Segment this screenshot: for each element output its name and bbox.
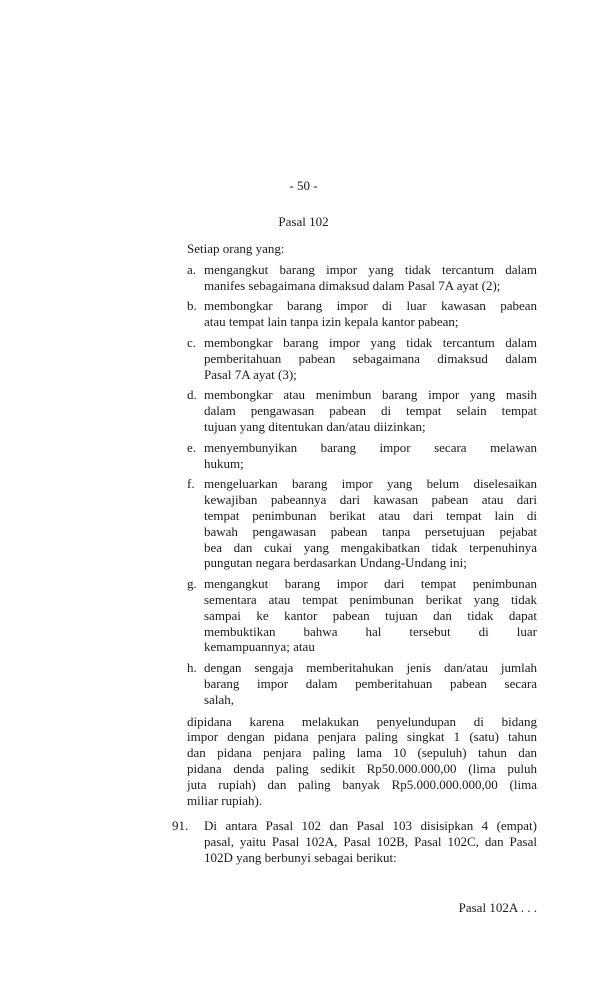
item-text: [204, 298, 537, 330]
item-text: [204, 440, 537, 472]
text-line: membongkar barang impor di luar kawasan pabean: [204, 298, 537, 314]
text-line: tempat penimbunan berikat atau dari tempat lain di: [204, 507, 537, 523]
text-line: Pasal 7A ayat (3);: [204, 366, 297, 382]
text-line: bawah pengawasan pabean tanpa persetujuan pejabat: [204, 523, 537, 539]
text-line: dan pidana penjara paling lama 10 (sepuluh) tahun dan: [187, 745, 537, 761]
text-line: sementara atau tempat penimbunan berikat yang tidak: [204, 591, 537, 607]
article-title: Pasal 102: [278, 214, 329, 229]
item-text: [204, 660, 537, 707]
item-list: [187, 262, 537, 708]
text-line: sampai ke kantor pabean tujuan dan tidak dapat: [204, 607, 537, 623]
text-line: kemampuannya; atau: [204, 639, 315, 655]
text-line: impor dengan pidana penjara paling singkat 1 (satu) tahun: [187, 729, 537, 745]
text-line: 102D yang berbunyi sebagai berikut:: [204, 849, 397, 865]
article-body: [172, 241, 537, 915]
text-line: manifes sebagaimana dimaksud dalam Pasal 7A ayat (2);: [204, 277, 501, 293]
list-item-d: [187, 387, 537, 434]
text-line: barang impor dalam pemberitahuan pabean secara: [204, 675, 537, 691]
text-line: membongkar atau menimbun barang impor yang masih: [204, 387, 537, 403]
list-item-h: [187, 660, 537, 707]
text-line: salah,: [204, 691, 234, 707]
list-item-e: [187, 440, 537, 472]
item-label: h.: [187, 660, 197, 676]
text-line: pasal, yaitu Pasal 102A, Pasal 102B, Pasal 102C, dan Pasal: [204, 834, 537, 850]
item-label: f.: [187, 476, 195, 492]
text-line: dengan sengaja memberitahukan jenis dan/atau jumlah: [204, 660, 537, 676]
item-text: [204, 476, 537, 571]
item-label: g.: [187, 576, 197, 592]
item-label: d.: [187, 387, 197, 403]
list-item-g: [187, 576, 537, 655]
text-line: membuktikan bahwa hal tersebut di luar: [204, 623, 537, 639]
item-label: a.: [187, 261, 197, 277]
text-line: hukum;: [204, 455, 244, 471]
text-line: pungutan negara berdasarkan Undang-Undang ini;: [204, 555, 467, 571]
text-line: dipidana karena melakukan penyelundupan di bidang: [187, 713, 537, 729]
list-item-b: [187, 298, 537, 330]
item-text: [204, 335, 537, 382]
item-label: c.: [187, 334, 197, 350]
item-text: [204, 576, 537, 655]
amendment-point-91: [172, 818, 537, 865]
page-number: - 50 -: [289, 178, 318, 193]
item-label: e.: [187, 439, 197, 455]
text-line: membongkar barang impor yang tidak tercantum dalam: [204, 334, 537, 350]
list-item-a: [187, 262, 537, 294]
text-line: miliar rupiah).: [187, 792, 263, 808]
item-text: [204, 387, 537, 434]
continuation-marker: Pasal 102A . . .: [458, 899, 537, 915]
text-line: mengangkut barang impor dari tempat penimbunan: [204, 576, 537, 592]
text-line: pemberitahuan pabean sebagaimana dimaksud dalam: [204, 350, 537, 366]
text-line: Di antara Pasal 102 dan Pasal 103 disisipkan 4 (empat): [204, 818, 537, 834]
text-line: mengangkut barang impor yang tidak tercantum dalam: [204, 261, 537, 277]
item-label: b.: [187, 298, 197, 314]
text-line: bea dan cukai yang mengakibatkan tidak terpenuhinya: [204, 539, 537, 555]
text-line: kewajiban pabeannya dari kawasan pabean atau dari: [204, 492, 537, 508]
text-line: juta rupiah) dan paling banyak Rp5.000.000.000,00 (lima: [187, 776, 537, 792]
point-text: [204, 818, 537, 865]
intro-text: Setiap orang yang:: [187, 241, 285, 256]
text-line: dalam pengawasan pabean di tempat selain tempat: [204, 403, 537, 419]
list-item-f: [187, 476, 537, 571]
text-line: mengeluarkan barang impor yang belum diselesaikan: [204, 476, 537, 492]
item-text: [204, 262, 537, 294]
text-line: tujuan yang ditentukan dan/atau diizinkan;: [204, 418, 426, 434]
list-item-c: [187, 335, 537, 382]
point-number: 91.: [172, 818, 189, 834]
penalty-paragraph: [187, 714, 537, 809]
text-line: pidana denda paling sedikit Rp50.000.000,00 (lima puluh: [187, 760, 537, 776]
text-line: atau tempat lain tanpa izin kepala kantor pabean;: [204, 314, 459, 330]
text-line: menyembunyikan barang impor secara melawan: [204, 439, 537, 455]
